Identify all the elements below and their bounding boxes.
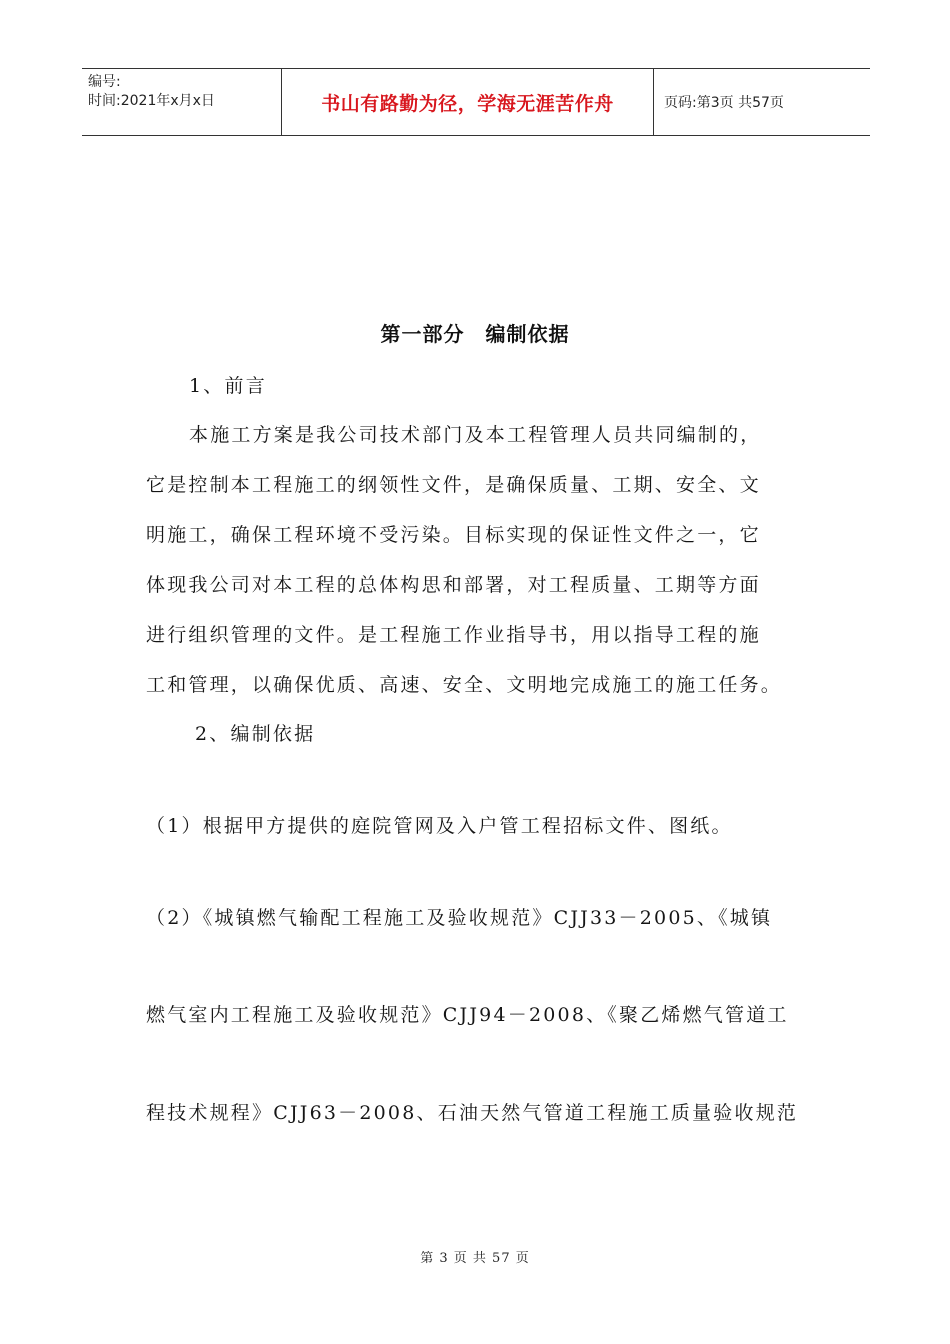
list-item-2-line: 燃气室内工程施工及验收规范》CJJ94－2008、《聚乙烯燃气管道工 (146, 1004, 789, 1026)
paragraph-line: 体现我公司对本工程的总体构思和部署，对工程质量、工期等方面 (146, 574, 761, 596)
list-item-2-line: （2）《城镇燃气输配工程施工及验收规范》CJJ33－2005、《城镇 (146, 907, 773, 929)
header-meta-cell (82, 69, 282, 135)
motto-text: 书山有路勤为径，学海无涯苦作舟 (321, 92, 614, 115)
page-info: 页码:第3页 共57页 (664, 95, 784, 111)
code-label: 编号: (88, 74, 121, 90)
paragraph-line: 工和管理，以确保优质、高速、安全、文明地完成施工的施工任务。 (146, 674, 783, 696)
header-motto-cell (282, 69, 654, 135)
header-page-cell (654, 69, 870, 135)
date-label: 时间:2021年x月x日 (88, 93, 215, 109)
paragraph-line: 它是控制本工程施工的纲领性文件，是确保质量、工期、安全、文 (146, 474, 761, 496)
list-item-1: （1）根据甲方提供的庭院管网及入户管工程招标文件、图纸。 (146, 815, 733, 837)
heading-basis: 2、编制依据 (195, 723, 316, 745)
list-item-2-line: 程技术规程》CJJ63－2008、石油天然气管道工程施工质量验收规范 (146, 1102, 799, 1124)
paragraph-line: 明施工，确保工程环境不受污染。目标实现的保证性文件之一，它 (146, 524, 761, 546)
page-header (82, 68, 870, 136)
heading-preface: 1、前言 (189, 375, 267, 397)
paragraph-line: 进行组织管理的文件。是工程施工作业指导书，用以指导工程的施 (146, 624, 761, 646)
paragraph-line: 本施工方案是我公司技术部门及本工程管理人员共同编制的， (189, 424, 762, 446)
section-title: 第一部分 编制依据 (380, 322, 570, 346)
page-footer: 第 3 页 共 57 页 (420, 1251, 530, 1266)
